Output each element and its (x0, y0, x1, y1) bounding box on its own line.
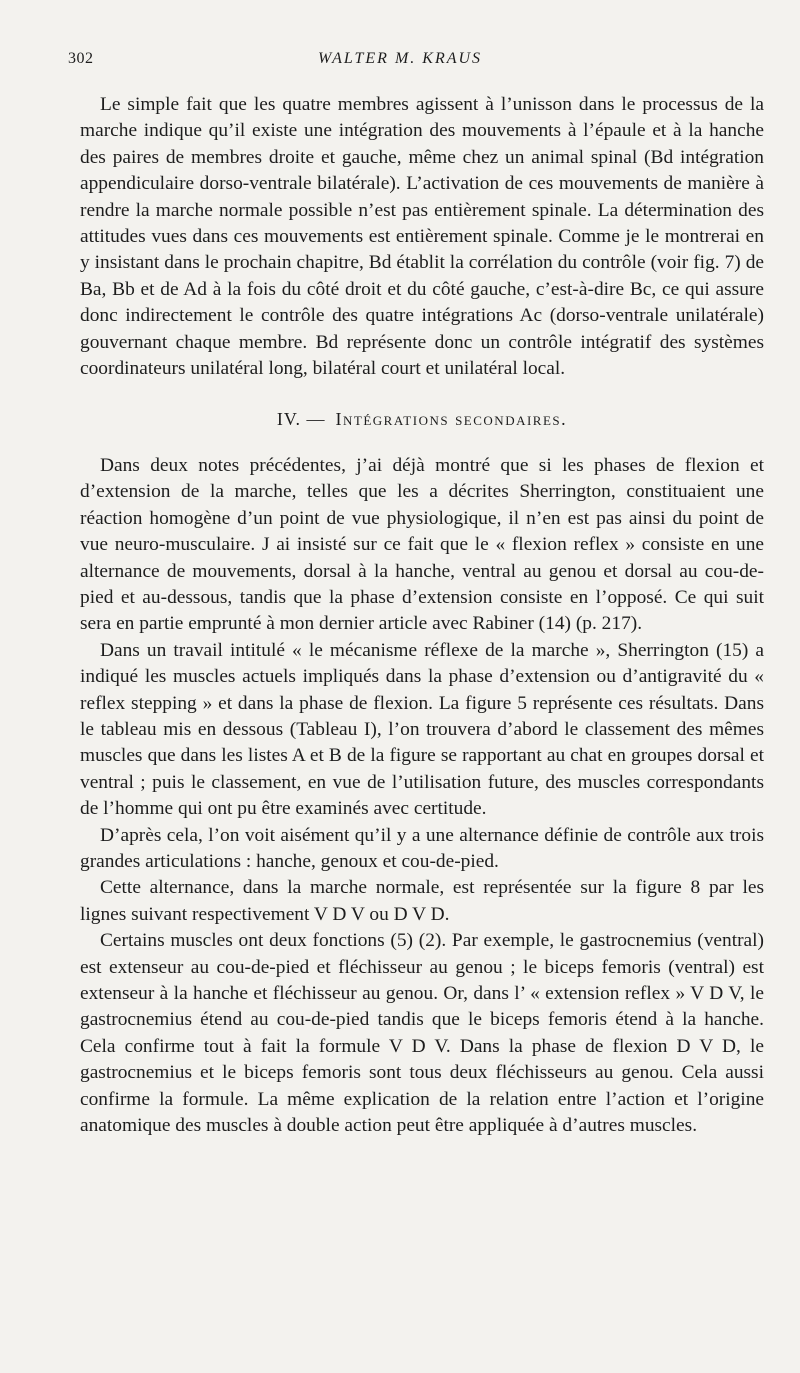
paragraph: Cette alternance, dans la marche normale, est représentée sur la figure 8 par les lignes suivant respectivement V D V ou D V D. (80, 877, 764, 925)
paragraph: Le simple fait que les quatre membres agissent à l’unisson dans le processus de la marche indique qu’il existe une intégration des mouvements à l’épaule et à la hanche des paires de membres droite et gauche, même chez un animal spinal (Bd intégration appendiculaire dorso-ventrale bilatérale). L’activation de ces mouvements de manière à rendre la marche normale possible n’est pas entièrement spinale. La détermination des attitudes vues dans ces mouvements est entièrement spinale. Comme je le montrerai en y insistant dans le prochain chapitre, Bd établit la corrélation du contrôle (voir fig. 7) de Ba, Bb et de Ad à la fois du côté droit et du côté gauche, c’est-à-dire Bc, ce qui assure donc indirectement le contrôle des quatre intégrations Ac (dorso-ventrale unilatérale) gouvernant chaque membre. Bd représente donc un contrôle intégratif des systèmes coordinateurs unilatéral long, bilatéral court et unilatéral local. (80, 94, 764, 380)
page-number: 302 (68, 50, 94, 67)
running-head: WALTER M. KRAUS (317, 50, 483, 67)
paragraph: D’après cela, l’on voit aisément qu’il y a une alternance définie de contrôle aux trois grandes articulations : hanche, genoux et cou-de-pied. (80, 824, 764, 872)
page-header (68, 50, 732, 74)
paragraph: Dans un travail intitulé « le mécanisme réflexe de la marche », Sherrington (15) a indiqué les muscles actuels impliqués dans la phase d’extension ou d’antigravité du « reflex stepping » et dans la phase de flexion. La figure 5 représente ces résultats. Dans le tableau mis en dessous (Tableau I), l’on trouvera d’abord le classement des mêmes muscles que dans les listes A et B de la figure se rapportant au chat en groupes dorsal et ventral ; puis le classement, en vue de l’utilisation future, des muscles correspondants de l’homme qui ont pu être examinés avec certitude. (80, 639, 764, 820)
paragraph: Certains muscles ont deux fonctions (5) (2). Par exemple, le gastrocnemius (ventral) est extenseur au cou-de-pied et fléchisseur au genou ; le biceps femoris (ventral) est extenseur à la hanche et fléchisseur au genou. Or, dans l’ « extension reflex » V D V, le gastrocnemius étend au cou-de-pied tandis que le biceps femoris étend à la hanche. Cela confirme tout à fait la formule V D V. Dans la phase de flexion D V D, le gastrocnemius et le biceps femoris sont tous deux fléchisseurs au genou. Cela aussi confirme la formule. La même explication de la relation entre l’action et l’origine anatomique des muscles à double action peut être appliquée à d’autres muscles. (80, 930, 764, 1137)
section-title: Intégrations secondaires. (335, 409, 568, 430)
section-number: IV. — (276, 409, 326, 430)
body-text (80, 92, 764, 1139)
section-heading (80, 406, 764, 432)
paragraph: Dans deux notes précédentes, j’ai déjà montré que si les phases de flexion et d’extension de la marche, telles que les a décrites Sherrington, constituaient une réaction homogène d’un point de vue physiologique, il n’en est pas ainsi du point de vue neuro-musculaire. J ai insisté sur ce fait que le « flexion reflex » consiste en une alternance de mouvements, dorsal à la hanche, ventral au genou et dorsal au cou-de-pied et au-dessous, tandis que la phase d’extension consiste en l’opposé. Ce qui suit sera en partie emprunté à mon dernier article avec Rabiner (14) (p. 217). (80, 454, 764, 635)
